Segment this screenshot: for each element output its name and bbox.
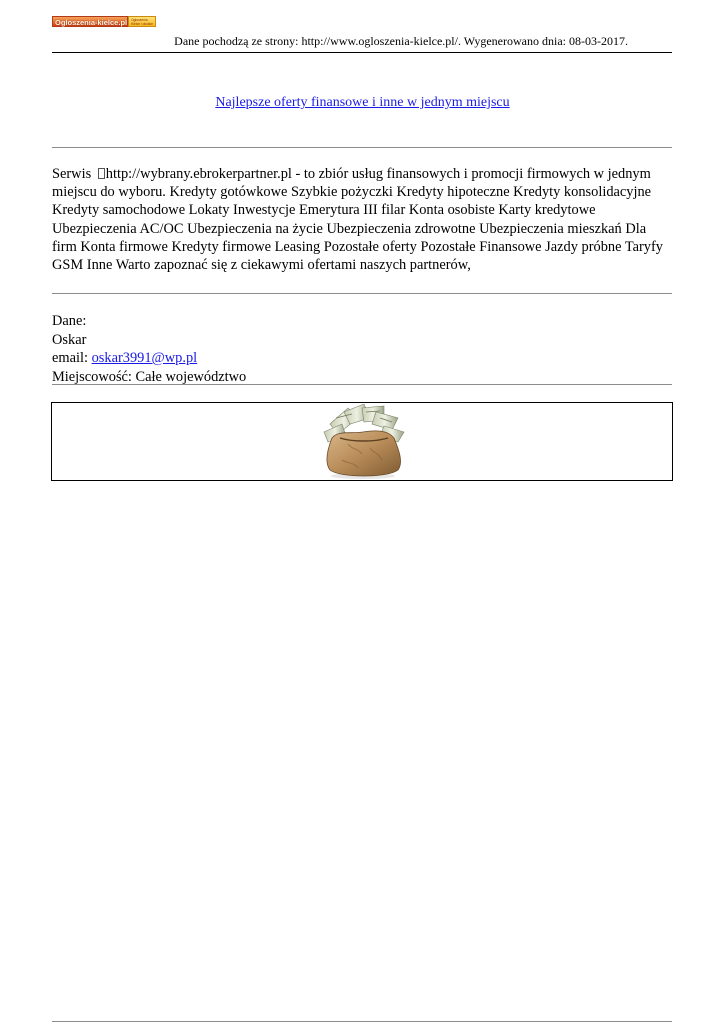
- source-line: Dane pochodzą ze strony: http://www.ogloszenia-kielce.pl/. Wygenerowano dnia: 08-03-2017.: [174, 34, 628, 48]
- contact-divider: [52, 384, 672, 385]
- ad-image-frame: [51, 402, 673, 481]
- contact-block: [52, 312, 246, 386]
- logo-text: Ogloszenia-kielce.pl: [52, 16, 128, 27]
- description-body: http://wybrany.ebrokerpartner.pl - to zbiór usług finansowych i promocji firmowych w jednym miejscu do wyboru. Kredyty gotówkowe Szybkie pożyczki Kredyty hipoteczne Kredyty konsolidacyjne Kredyty samochodowe Lokaty Inwestycje Emerytura III filar Konta osobiste Karty kredytowe Ubezpieczenia AC/OC Ubezpieczenia na życie Ubezpieczenia zdrowotne Ubezpieczenia mieszkań Dla firm Konta firmowe Kredyty firmowe Leasing Pozostałe oferty Pozostałe Finansowe Jazdy próbne Taryfy GSM Inne Warto zapoznać się z ciekawymi ofertami naszych partnerów,: [52, 166, 663, 274]
- logo-tagline-line-1: Ogłoszenia: [131, 18, 148, 22]
- location-label: Miejscowość:: [52, 368, 132, 385]
- email-label: email:: [52, 350, 88, 366]
- money-bag-icon: [318, 404, 408, 480]
- header-divider: [52, 52, 672, 53]
- email-link[interactable]: oskar3991@wp.pl: [91, 350, 198, 366]
- description-prefix: Serwis: [52, 166, 92, 182]
- logo-tagline: [128, 16, 156, 27]
- footer-divider: [52, 1021, 672, 1022]
- ad-title-link[interactable]: Najlepsze oferty finansowe i inne w jednym miejscu: [215, 95, 510, 110]
- ad-description: [52, 165, 674, 274]
- ad-title: [0, 94, 725, 112]
- missing-glyph-icon: [98, 168, 105, 179]
- location-value: Całe województwo: [135, 368, 247, 385]
- description-divider: [52, 293, 672, 294]
- contact-email-row: [52, 349, 246, 368]
- logo-tagline-line-2: Kielce i okolice: [131, 22, 153, 26]
- site-logo[interactable]: [52, 16, 156, 27]
- title-divider: [52, 147, 672, 148]
- contact-label: Dane:: [52, 313, 87, 329]
- contact-name: Oskar: [52, 331, 87, 348]
